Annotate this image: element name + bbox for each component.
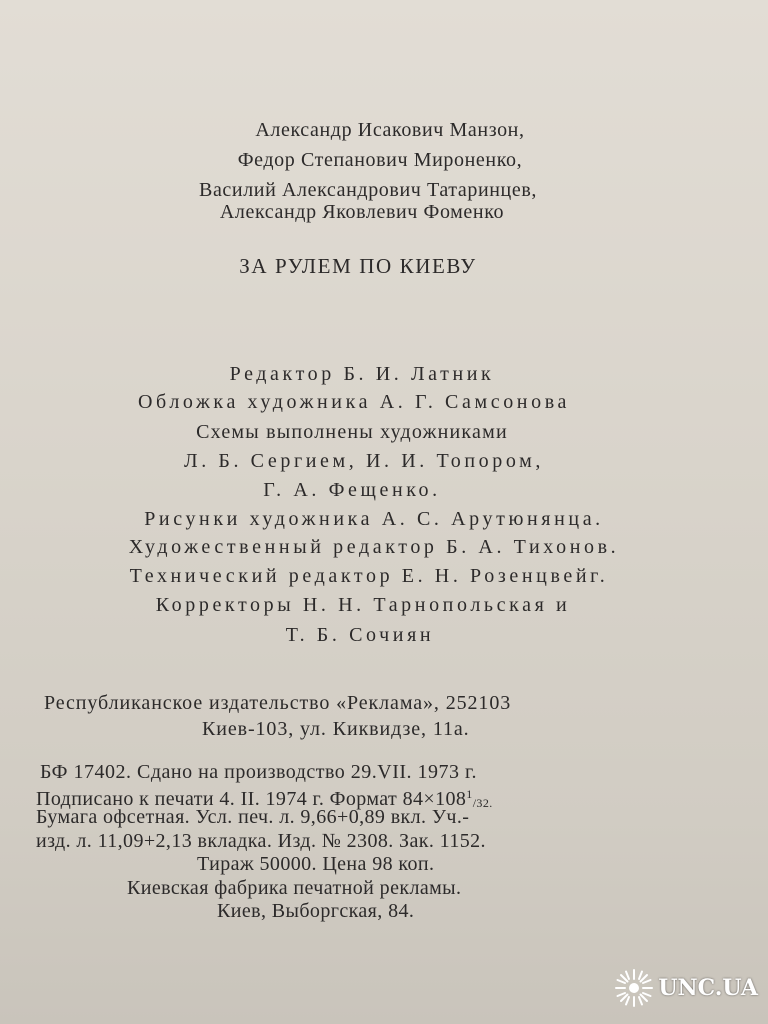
credit-line: Л. Б. Сергием, И. И. Топором,: [184, 450, 544, 472]
imprint-line: БФ 17402. Сдано на производство 29.VII. 1973 г.: [40, 761, 478, 783]
book-title: ЗА РУЛЕМ ПО КИЕВУ: [239, 254, 477, 278]
imprint-line: Киевская фабрика печатной рекламы.: [127, 877, 462, 899]
credit-line: Г. А. Фещенко.: [263, 479, 441, 501]
credit-line: Т. Б. Сочиян: [285, 624, 435, 646]
author-line: Федор Степанович Мироненко,: [237, 149, 523, 171]
imprint-line: Тираж 50000. Цена 98 коп.: [197, 853, 435, 875]
imprint-line: Бумага офсетная. Усл. печ. л. 9,66+0,89 вкл. Уч.-: [36, 806, 470, 828]
credit-line: Редактор Б. И. Латник: [229, 363, 495, 385]
author-line: Василий Александрович Татаринцев,: [199, 179, 537, 201]
credit-line: Технический редактор Е. Н. Розенцвейг.: [129, 565, 609, 587]
format-superscript: 1: [466, 787, 473, 801]
credit-line: Корректоры Н. Н. Тарнопольская и: [155, 594, 571, 616]
credit-line: Рисунки художника А. С. Арутюнянца.: [144, 508, 604, 530]
author-line: Александр Исакович Манзон,: [255, 119, 525, 141]
sunburst-logo-icon: [614, 968, 654, 1008]
imprint-line: Киев, Выборгская, 84.: [217, 900, 415, 922]
publisher-line: Республиканское издательство «Реклама», 252103: [44, 692, 512, 714]
watermark-text: UNC.UA: [658, 975, 758, 1001]
format-text: Подписано к печати 4. II. 1974 г. Формат 84×108: [36, 788, 467, 810]
format-subscript: /32.: [472, 796, 493, 810]
credit-line: Обложка художника А. Г. Самсонова: [138, 391, 570, 413]
credit-line: Художественный редактор Б. А. Тихонов.: [128, 536, 620, 558]
author-line: Александр Яковлевич Фоменко: [219, 201, 505, 223]
site-watermark: [614, 968, 758, 1008]
publisher-line: Киев-103, ул. Киквидзе, 11а.: [202, 718, 470, 740]
imprint-line: изд. л. 11,09+2,13 вкладка. Изд. № 2308. Зак. 1152.: [36, 830, 486, 852]
credit-line: Схемы выполнены художниками: [196, 421, 508, 443]
